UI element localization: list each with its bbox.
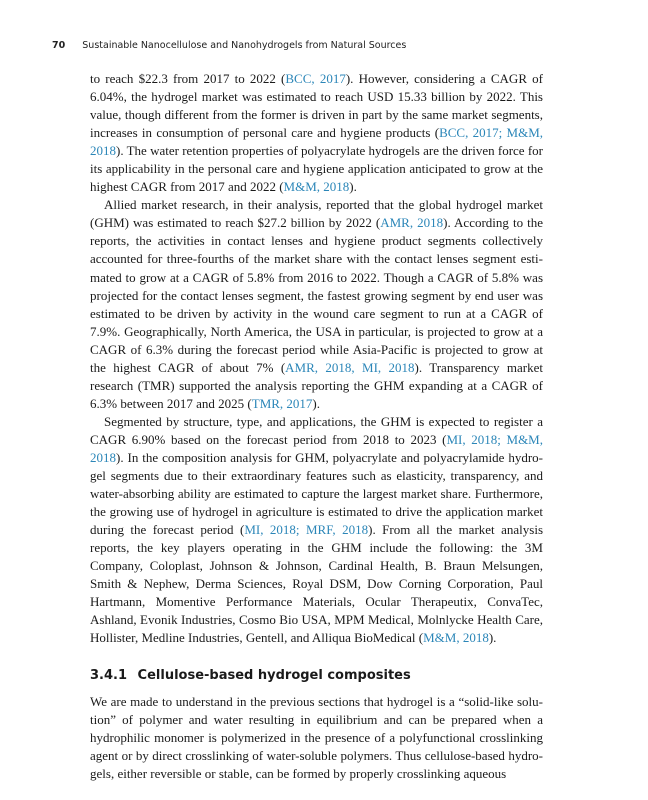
running-title: Sustainable Nanocellulose and Nanohydrogels from Natural Sources: [82, 40, 407, 51]
text-run: ).: [349, 179, 357, 195]
citation-link[interactable]: BCC, 2017: [285, 71, 346, 86]
citation-link[interactable]: AMR, 2018: [380, 215, 444, 231]
text-run: ). From all the market analysis reports, the key players operating in the GHM include the following: the 3M Company, Coloplast, Johnson & Johnson, Cardinal Health, B. Braun Melsungen, Smith & Nephew, Derma Sciences, Royal DSM, Dow Corning Corporation, Paul Hartmann, Momentive Performance Materials, Ocular Therapeutix, ConvaTec, Ashland, Evonik Industries, Cosmo Bio USA, MPM Medical, Molnlycke Health Care, Hollister, Medline Industries, Gentell, and Alliqua BioMedical (: [90, 522, 543, 646]
running-header: [52, 40, 406, 51]
paragraph-2: [90, 196, 543, 413]
section-heading: [90, 667, 543, 685]
text-run: to reach $22.3 from 2017 to 2022 (: [90, 71, 286, 86]
text-run: ).: [312, 395, 321, 411]
paragraph-3: [90, 413, 543, 648]
body-text: [90, 70, 543, 783]
citation-link[interactable]: M&M, 2018: [423, 630, 489, 646]
citation-link[interactable]: AMR, 2018, MI, 2018: [285, 359, 415, 375]
text-run: ). Transparency market research (TMR) supported the analysis reporting the GHM expanding at a CAGR of 6.3% between 2017 and 2025 (: [90, 359, 543, 411]
text-run: ). However, considering a CAGR of 6.04%, the hydrogel market was estimated to reach USD 15.33 billion by 2022. This value, though different from the former is driven in part by the same market segments, increases in consumption of personal care and hygiene products (: [90, 71, 543, 141]
citation-link[interactable]: MI, 2018; M&M, 2018: [90, 431, 543, 465]
section-number: 3.4.1: [90, 667, 128, 683]
citation-link[interactable]: M&M, 2018: [283, 179, 350, 195]
text-run: Segmented by structure, type, and applications, the GHM is expected to register a CAGR 6.90% based on the forecast period from 2018 to 2023 (: [90, 413, 543, 447]
page-number: 70: [52, 40, 66, 51]
text-run: Allied market research, in their analysis, reported that the global hydrogel market (GHM) was estimated to reach $27.2 billion by 2022 (: [90, 197, 543, 231]
section-paragraph: We are made to understand in the previous sections that hydrogel is a “solid-like solu-tion” of polymer and water resulting in equilibrium and can be prepared when a hydrophilic monomer is polymerized in the presence of a polyfunctional crosslinking agent or by direct crosslinking of water-soluble polymers. Thus cellulose-based hydro-gels, either reversible or stable, can be formed by properly crosslinking aqueous: [90, 693, 543, 781]
paragraph-1: [90, 70, 543, 196]
citation-link[interactable]: BCC, 2017; M&M, 2018: [90, 125, 543, 159]
section-title: Cellulose-based hydrogel composites: [137, 667, 411, 683]
text-run: ). In the composition analysis for GHM, polyacrylate and polyacrylamide hydro-gel segments due to their extraordinary features such as elasticity, transparency, and water-absorbing ability are estimated to capture the largest market share. Furthermore, the growing use of hydrogel in agriculture is estimated to drive the application market during the forecast period (: [90, 449, 543, 538]
text-run: ). The water retention properties of polyacrylate hydrogels are the driven force for its applicability in the personal care and hygiene application anticipated to grow at the highest CAGR from 2017 and 2022 (: [90, 143, 543, 195]
citation-link[interactable]: TMR, 2017: [251, 395, 313, 411]
text-run: ).: [488, 630, 497, 646]
text-run: ). According to the reports, the activities in contact lenses and hygiene product segments collectively accounted for three-fourths of the market share with the contact lenses segment esti-mated to grow at a CAGR of 5.8% from 2016 to 2022. Though a CAGR of 5.8% was projected for the contact lenses segment, the fastest growing segment by end user was estimated to be driven by activity in the wound care segment to run at a CAGR of 7.9%. Geographically, North America, the USA in particular, is projected to grow at a CAGR of 6.3% during the forecast period while Asia-Pacific is projected to grow at the highest CAGR of about 7% (: [90, 215, 543, 375]
citation-link[interactable]: MI, 2018; MRF, 2018: [244, 522, 369, 538]
